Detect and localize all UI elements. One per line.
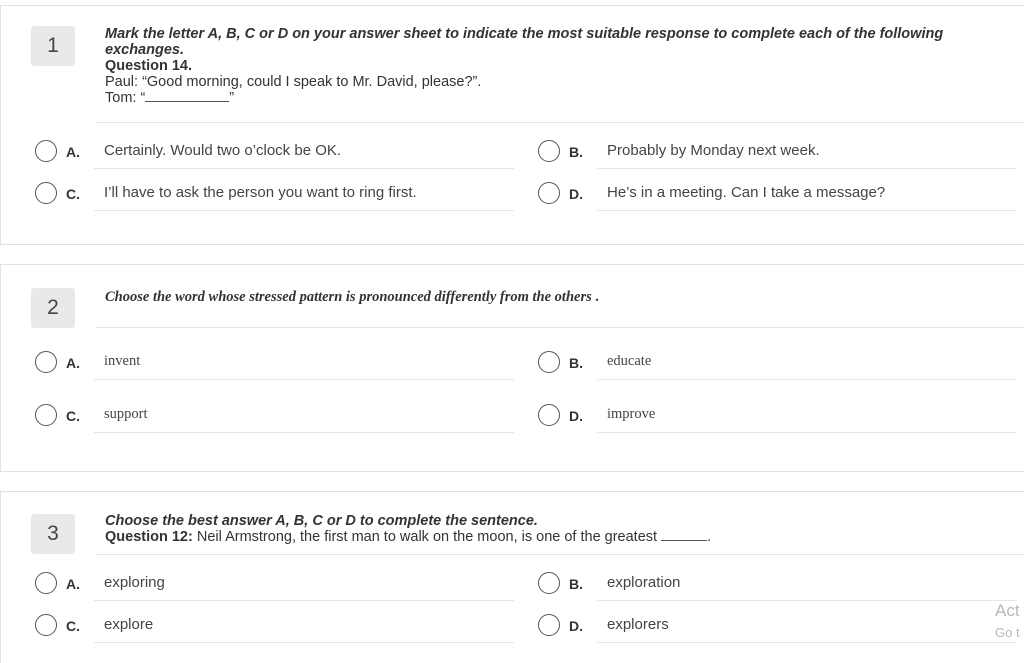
question-prompt <box>105 26 1010 106</box>
option-underline <box>94 379 514 380</box>
option-letter: D. <box>569 618 583 634</box>
option-text[interactable]: Probably by Monday next week. <box>607 142 820 159</box>
option-letter: C. <box>66 408 80 424</box>
dialogue-line-tom: Tom: “ ” <box>105 90 235 106</box>
option-d[interactable] <box>538 610 968 640</box>
radio-d[interactable] <box>538 182 560 204</box>
option-underline <box>94 210 514 211</box>
question-card-2 <box>0 264 1024 472</box>
option-underline <box>94 432 514 433</box>
option-text[interactable]: improve <box>607 406 656 422</box>
option-text[interactable]: invent <box>104 353 141 369</box>
radio-b[interactable] <box>538 572 560 594</box>
option-c[interactable] <box>35 610 465 640</box>
sentence-text: Neil Armstrong, the first man to walk on the moon, is one of the greatest <box>196 529 658 545</box>
radio-c[interactable] <box>35 404 57 426</box>
question-label: Question 14. <box>105 58 193 74</box>
option-a[interactable] <box>35 136 465 166</box>
activation-watermark-sub: Go t <box>995 625 1020 640</box>
option-a[interactable] <box>35 347 465 377</box>
option-text[interactable]: He’s in a meeting. Can I take a message? <box>607 184 886 201</box>
dialogue-line-paul: Paul: “Good morning, could I speak to Mr. David, please?”. <box>105 74 482 90</box>
divider <box>95 122 1024 123</box>
option-letter: A. <box>66 576 80 592</box>
question-sentence <box>105 529 1010 545</box>
option-b[interactable] <box>538 568 968 598</box>
option-underline <box>597 210 1017 211</box>
option-letter: B. <box>569 144 583 160</box>
option-text[interactable]: educate <box>607 353 652 369</box>
divider <box>95 327 1024 328</box>
question-label: Question 12: <box>105 529 193 545</box>
question-prompt <box>105 513 1010 545</box>
option-letter: A. <box>66 355 80 371</box>
option-letter: D. <box>569 186 583 202</box>
option-letter: C. <box>66 618 80 634</box>
option-b[interactable] <box>538 347 968 377</box>
option-c[interactable] <box>35 178 465 208</box>
option-a[interactable] <box>35 568 465 598</box>
option-letter: A. <box>66 144 80 160</box>
option-underline <box>597 642 1017 643</box>
question-instruction: Choose the word whose stressed pattern is pronounced differently from the others <box>105 289 592 305</box>
radio-c[interactable] <box>35 614 57 636</box>
option-letter: C. <box>66 186 80 202</box>
option-letter: B. <box>569 355 583 371</box>
option-text[interactable]: Certainly. Would two o’clock be OK. <box>104 142 342 159</box>
option-text[interactable]: explore <box>104 616 154 633</box>
answer-blank <box>145 90 229 102</box>
radio-a[interactable] <box>35 572 57 594</box>
question-card-1 <box>0 5 1024 245</box>
activation-watermark: Act <box>995 601 1020 620</box>
radio-a[interactable] <box>35 140 57 162</box>
divider <box>95 554 1024 555</box>
option-d[interactable] <box>538 400 968 430</box>
question-prompt <box>105 289 1010 305</box>
instruction-end: . <box>595 289 600 305</box>
question-number: 3 <box>31 514 75 554</box>
option-b[interactable] <box>538 136 968 166</box>
answer-blank <box>661 529 707 541</box>
question-number: 2 <box>31 288 75 328</box>
option-underline <box>94 642 514 643</box>
radio-b[interactable] <box>538 351 560 373</box>
radio-c[interactable] <box>35 182 57 204</box>
option-underline <box>597 600 1017 601</box>
option-text[interactable]: support <box>104 406 148 422</box>
sentence-end: . <box>707 529 712 545</box>
option-underline <box>597 168 1017 169</box>
radio-a[interactable] <box>35 351 57 373</box>
option-underline <box>597 379 1017 380</box>
option-letter: D. <box>569 408 583 424</box>
option-text[interactable]: exploring <box>104 574 165 591</box>
radio-b[interactable] <box>538 140 560 162</box>
option-underline <box>597 432 1017 433</box>
option-text[interactable]: exploration <box>607 574 681 591</box>
option-c[interactable] <box>35 400 465 430</box>
question-instruction: Mark the letter A, B, C or D on your answer sheet to indicate the most suitable response to complete each of the following exchanges. <box>105 26 944 58</box>
option-underline <box>94 168 514 169</box>
option-text[interactable]: explorers <box>607 616 669 633</box>
radio-d[interactable] <box>538 404 560 426</box>
option-underline <box>94 600 514 601</box>
option-letter: B. <box>569 576 583 592</box>
option-d[interactable] <box>538 178 968 208</box>
option-text[interactable]: I’ll have to ask the person you want to ring first. <box>104 184 417 201</box>
radio-d[interactable] <box>538 614 560 636</box>
question-number: 1 <box>31 26 75 66</box>
question-instruction: Choose the best answer A, B, C or D to complete the sentence. <box>105 513 538 529</box>
question-card-3 <box>0 491 1024 663</box>
